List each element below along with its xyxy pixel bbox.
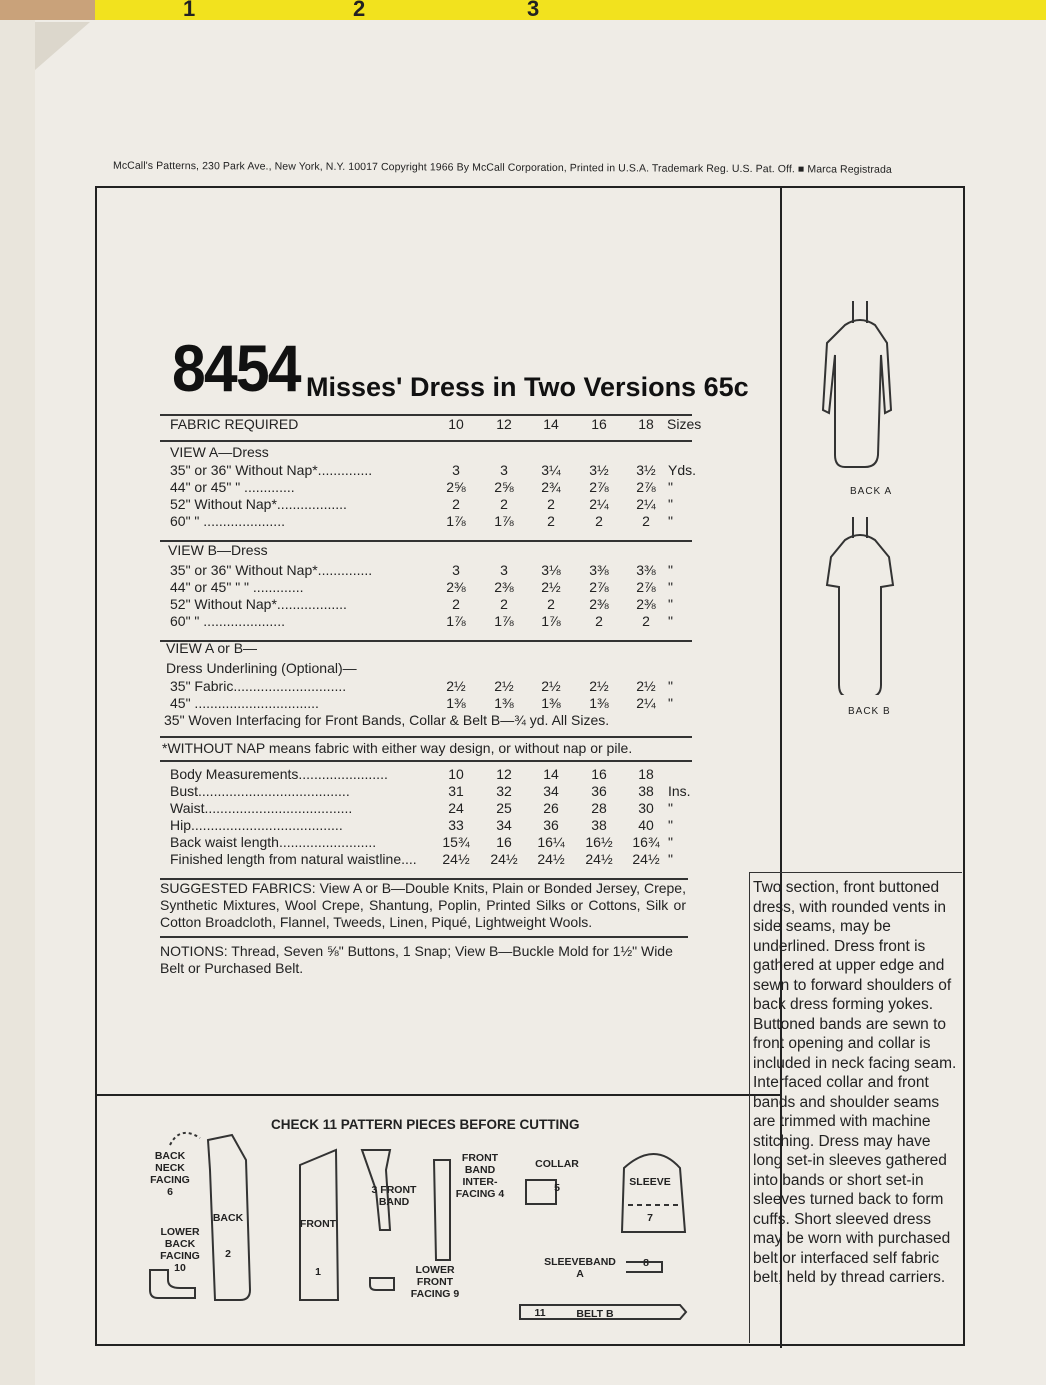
piece-front: FRONT 1: [299, 1218, 337, 1278]
row-unit: ": [668, 678, 673, 694]
size-col: 12: [496, 416, 512, 432]
row-value: 3: [500, 562, 508, 578]
row-value: 3⅛: [541, 562, 561, 578]
row-value: 1⅜: [541, 695, 561, 711]
size-col: 18: [638, 416, 654, 432]
row-value: 38: [638, 783, 654, 799]
pattern-subtitle: Misses' Dress in Two Versions 65c: [306, 372, 749, 402]
row-unit: ": [668, 579, 673, 595]
row-value: 2¼: [636, 496, 656, 512]
row-value: 2½: [636, 678, 656, 694]
row-value: 3½: [589, 462, 609, 478]
row-value: 3⅜: [636, 562, 656, 578]
row-label: Body Measurements.......................: [170, 766, 388, 782]
dress-description: Two section, front buttoned dress, with rounded vents in side seams, may be underlined. Dress front is gathered at upper edge and sewn to forward shoulders of back dress forming yokes. Buttoned bands are sewn to front opening and collar is included in neck facing seam. Interfaced collar and front bands and shoulder seams are trimmed with machine stitching. Dress may have long set-in sleeves gathered into bands or short set-in sleeves turned back to form cuffs. Short sleeved dress may be worn with purchased belt or interfaced self fabric belt, held by thread carriers.: [753, 879, 957, 1286]
sizes-label: Sizes: [667, 416, 702, 432]
row-value: 2⅜: [589, 596, 609, 612]
row-value: 2: [642, 613, 650, 629]
size-col: 10: [448, 416, 464, 432]
row-value: 16: [496, 834, 512, 850]
row-value: 2: [547, 496, 555, 512]
row-value: 2½: [494, 678, 514, 694]
row-value: 2⅝: [494, 479, 514, 495]
row-value: 2: [642, 513, 650, 529]
row-value: 2: [500, 496, 508, 512]
view-b-label: VIEW B—Dress: [168, 542, 268, 558]
row-value: 25: [496, 800, 512, 816]
row-label: Hip.......................................: [170, 817, 343, 833]
row-value: 38: [591, 817, 607, 833]
piece-sleeveband-num: 8: [643, 1257, 649, 1269]
row-unit: Yds.: [668, 462, 697, 478]
row-value: 1⅞: [446, 613, 466, 629]
piece-belt: BELT B: [576, 1308, 614, 1320]
row-label: Finished length from natural waistline....: [170, 851, 417, 867]
row-unit: ": [668, 613, 673, 629]
row-value: 30: [638, 800, 654, 816]
row-value: 16¼: [537, 834, 565, 850]
row-value: 2⅜: [494, 579, 514, 595]
row-value: 2: [500, 596, 508, 612]
row-value: 2⅞: [636, 579, 656, 595]
row-value: 16½: [585, 834, 613, 850]
row-value: 34: [543, 783, 559, 799]
row-value: 1⅜: [446, 695, 466, 711]
row-value: 2: [547, 513, 555, 529]
row-label: 35" or 36" Without Nap*..............: [170, 462, 373, 478]
row-value: 40: [638, 817, 654, 833]
row-value: 2½: [541, 579, 561, 595]
row-value: 2¾: [541, 479, 561, 495]
row-value: 1⅜: [494, 695, 514, 711]
row-label: Back waist length.........................: [170, 834, 377, 850]
row-unit: ": [668, 596, 673, 612]
back-b-label: BACK B: [848, 706, 891, 717]
row-value: 3: [452, 562, 460, 578]
row-value: 2: [595, 513, 603, 529]
row-unit: ": [668, 479, 673, 495]
size-col: 16: [591, 416, 607, 432]
row-value: 24½: [585, 851, 613, 867]
row-value: 2: [452, 596, 460, 612]
piece-collar: COLLAR 5: [535, 1158, 579, 1194]
row-value: 16: [591, 766, 607, 782]
row-label: 44" or 45" " .............: [170, 479, 295, 495]
size-col: 14: [543, 416, 559, 432]
underlining-label: Dress Underlining (Optional)—: [166, 660, 357, 676]
row-value: 24½: [442, 851, 470, 867]
notions: NOTIONS: Thread, Seven ⅝" Buttons, 1 Snap; View B—Buckle Mold for 1½" Wide Belt or Purchased Belt.: [160, 943, 673, 976]
piece-lower-back-facing: LOWER BACK FACING 10: [160, 1226, 200, 1274]
row-unit: ": [668, 496, 673, 512]
publisher-imprint: McCall's Patterns, 230 Park Ave., New York, N.Y. 10017 Copyright 1966 By McCall Corporation, Printed in U.S.A. Trademark Reg. U.S. Pat. Off. ■ Marca Registrada: [112, 159, 892, 176]
pattern-title: [172, 330, 749, 406]
rule: [160, 760, 692, 762]
row-label: 35" Fabric.............................: [170, 678, 347, 694]
row-value: 24: [448, 800, 464, 816]
row-label: 60" " .....................: [170, 513, 285, 529]
row-value: 2: [452, 496, 460, 512]
piece-lower-front-facing: LOWER FRONT FACING 9: [410, 1264, 460, 1300]
section-divider: [97, 1094, 780, 1096]
row-value: 36: [543, 817, 559, 833]
suggested-fabrics: SUGGESTED FABRICS: View A or B—Double Knits, Plain or Bonded Jersey, Crepe, Synthetic Mixtures, Wool Crepe, Shantung, Poplin, Printed Silks or Cottons, Silk or Cotton Broadcloth, Flannel, Tweeds, Linen, Piqué, Lightweight Wools.: [160, 880, 686, 930]
row-value: 12: [496, 766, 512, 782]
row-unit: ": [668, 800, 673, 816]
piece-back-neck-facing: BACK NECK FACING 6: [150, 1150, 190, 1198]
row-unit: Ins.: [668, 783, 691, 799]
piece-sleeve: SLEEVE 7: [629, 1176, 671, 1224]
row-value: 33: [448, 817, 464, 833]
measuring-tape: [95, 0, 1046, 20]
row-value: 36: [591, 783, 607, 799]
row-value: 2½: [541, 678, 561, 694]
piece-sleeveband: SLEEVEBAND A: [544, 1256, 616, 1280]
row-unit: ": [668, 851, 673, 867]
row-unit: ": [668, 562, 673, 578]
pieces-heading: CHECK 11 PATTERN PIECES BEFORE CUTTING: [271, 1117, 580, 1132]
rule: [160, 440, 692, 442]
ruler-mark: 2: [353, 0, 366, 20]
row-label: 44" or 45" " " .............: [170, 579, 304, 595]
row-value: 34: [496, 817, 512, 833]
row-value: 15¾: [442, 834, 470, 850]
row-value: 1⅞: [494, 513, 514, 529]
rule: [160, 936, 688, 938]
row-value: 32: [496, 783, 512, 799]
row-value: 24½: [632, 851, 660, 867]
piece-back: BACK 2: [212, 1212, 244, 1260]
row-value: 26: [543, 800, 559, 816]
rule: [160, 736, 692, 738]
piece-belt-num: 11: [534, 1307, 546, 1319]
row-value: 3½: [636, 462, 656, 478]
view-a-label: VIEW A—Dress: [170, 444, 269, 460]
row-label: Bust.......................................: [170, 783, 350, 799]
ruler-mark: 1: [183, 0, 196, 20]
row-value: 14: [543, 766, 559, 782]
fabric-heading: FABRIC REQUIRED: [170, 416, 299, 432]
nap-note: *WITHOUT NAP means fabric with either way design, or without nap or pile.: [162, 740, 633, 756]
piece-front-band: 3 FRONT BAND: [371, 1184, 417, 1208]
row-value: 3⅜: [589, 562, 609, 578]
row-value: 2½: [446, 678, 466, 694]
row-label: 45" ................................: [170, 695, 319, 711]
row-label: 60" " .....................: [170, 613, 285, 629]
row-value: 16¾: [632, 834, 660, 850]
row-unit: ": [668, 513, 673, 529]
back-a-label: BACK A: [850, 486, 893, 497]
ruler-mark: 3: [527, 0, 540, 20]
row-label: 52" Without Nap*..................: [170, 596, 347, 612]
interfacing-note: 35" Woven Interfacing for Front Bands, Collar & Belt B—¾ yd. All Sizes.: [164, 712, 610, 728]
row-value: 2½: [589, 678, 609, 694]
row-value: 3: [500, 462, 508, 478]
row-value: 2: [547, 596, 555, 612]
row-value: 31: [448, 783, 464, 799]
row-value: 1⅞: [494, 613, 514, 629]
row-value: 18: [638, 766, 654, 782]
folded-corner: [35, 22, 90, 70]
row-value: 28: [591, 800, 607, 816]
row-unit: ": [668, 834, 673, 850]
row-value: 2⅞: [589, 479, 609, 495]
row-value: 2⅜: [446, 579, 466, 595]
row-value: 24½: [490, 851, 518, 867]
row-value: 1⅜: [589, 695, 609, 711]
row-value: 3¼: [541, 462, 561, 478]
row-value: 3: [452, 462, 460, 478]
row-unit: ": [668, 695, 673, 711]
row-value: 2¼: [589, 496, 609, 512]
row-value: 2⅞: [636, 479, 656, 495]
row-value: 24½: [537, 851, 565, 867]
row-value: 2⅝: [446, 479, 466, 495]
row-value: 1⅞: [541, 613, 561, 629]
pattern-number: 8454: [172, 331, 300, 405]
row-unit: ": [668, 817, 673, 833]
row-value: 10: [448, 766, 464, 782]
row-label: 52" Without Nap*..................: [170, 496, 347, 512]
row-value: 2: [595, 613, 603, 629]
piece-front-band-interfacing: FRONT BAND INTER-FACING 4: [455, 1152, 505, 1200]
row-value: 1⅞: [446, 513, 466, 529]
view-ab-label: VIEW A or B—: [166, 640, 258, 656]
row-value: 2⅜: [636, 596, 656, 612]
row-value: 2¼: [636, 695, 656, 711]
row-value: 2⅞: [589, 579, 609, 595]
row-label: Waist......................................: [170, 800, 353, 816]
row-label: 35" or 36" Without Nap*..............: [170, 562, 373, 578]
